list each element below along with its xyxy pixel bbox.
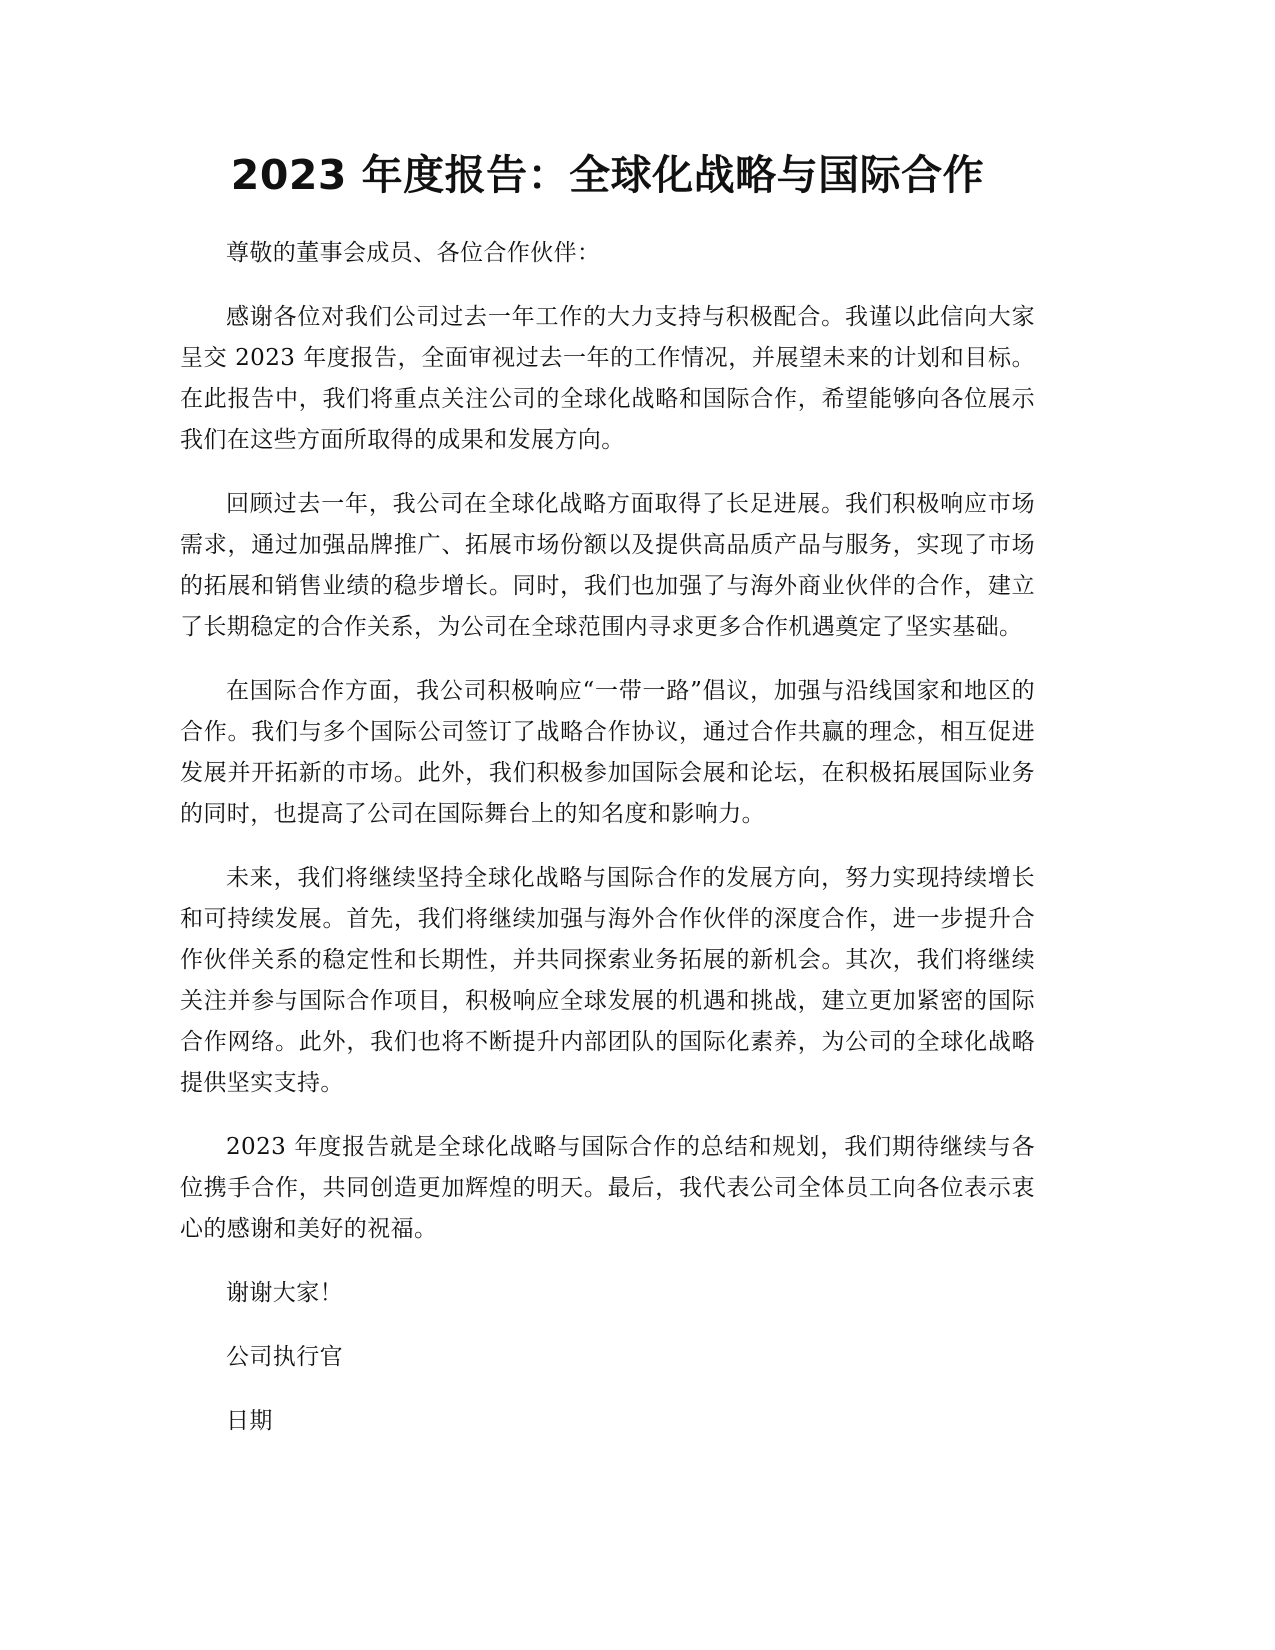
paragraph-review: 回顾过去一年，我公司在全球化战略方面取得了长足进展。我们积极响应市场需求，通过加强品牌推广、拓展市场份额以及提供高品质产品与服务，实现了市场的拓展和销售业绩的稳步增长。同时，我们也加强了与海外商业伙伴的合作，建立了长期稳定的合作关系，为公司在全球范围内寻求更多合作机遇奠定了坚实基础。 bbox=[180, 491, 1035, 640]
signature: 公司执行官 bbox=[226, 1344, 343, 1370]
paragraph-future-plans: 未来，我们将继续坚持全球化战略与国际合作的发展方向，努力实现持续增长和可持续发展。首先，我们将继续加强与海外合作伙伴的深度合作，进一步提升合作伙伴关系的稳定性和长期性，并共同探索业务拓展的新机会。其次，我们将继续关注并参与国际合作项目，积极响应全球发展的机遇和挑战，建立更加紧密的国际合作网络。此外，我们也将不断提升内部团队的国际化素养，为公司的全球化战略提供坚实支持。 bbox=[180, 865, 1035, 1096]
salutation: 尊敬的董事会成员、各位合作伙伴： bbox=[226, 240, 601, 266]
paragraph-conclusion: 2023 年度报告就是全球化战略与国际合作的总结和规划，我们期待继续与各位携手合作，共同创造更加辉煌的明天。最后，我代表公司全体员工向各位表示衷心的感谢和美好的祝福。 bbox=[180, 1134, 1035, 1242]
document-title: 2023 年度报告：全球化战略与国际合作 bbox=[230, 151, 985, 199]
date-label: 日期 bbox=[226, 1408, 273, 1434]
paragraph-international-cooperation: 在国际合作方面，我公司积极响应“一带一路”倡议，加强与沿线国家和地区的合作。我们与多个国际公司签订了战略合作协议，通过合作共赢的理念，相互促进发展并开拓新的市场。此外，我们积极参加国际会展和论坛，在积极拓展国际业务的同时，也提高了公司在国际舞台上的知名度和影响力。 bbox=[180, 678, 1035, 827]
document-body bbox=[180, 233, 1035, 1442]
document-page bbox=[180, 0, 1035, 1650]
closing-thanks: 谢谢大家！ bbox=[226, 1280, 343, 1306]
paragraph-intro: 感谢各位对我们公司过去一年工作的大力支持与积极配合。我谨以此信向大家呈交 2023 年度报告，全面审视过去一年的工作情况，并展望未来的计划和目标。在此报告中，我们将重点关注公司的全球化战略和国际合作，希望能够向各位展示我们在这些方面所取得的成果和发展方向。 bbox=[180, 304, 1035, 453]
